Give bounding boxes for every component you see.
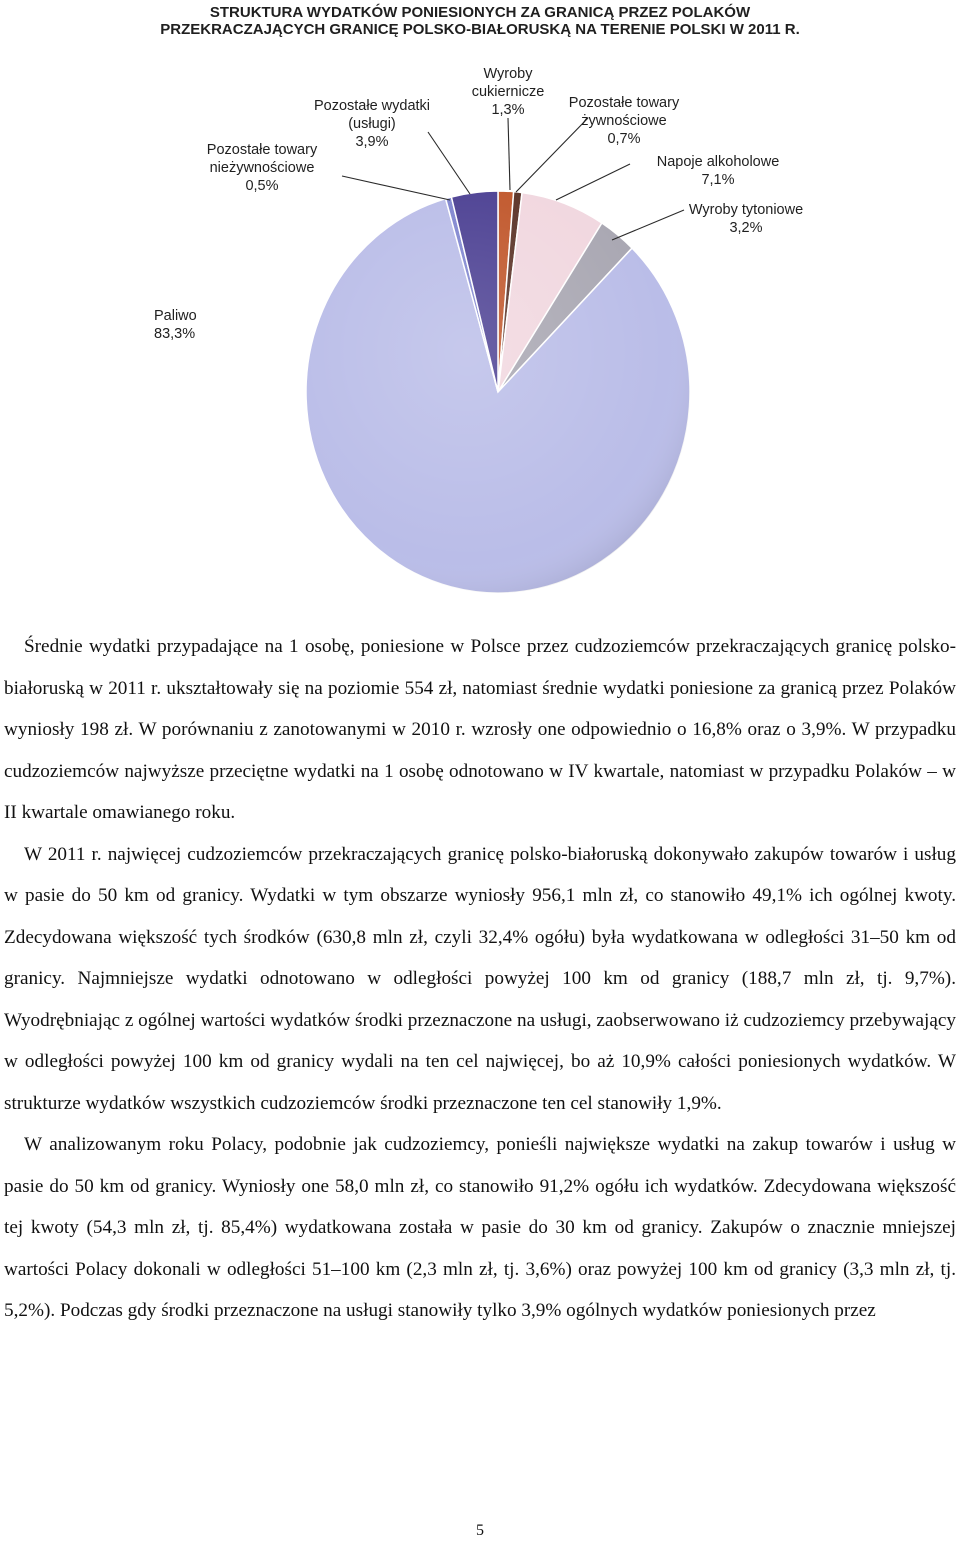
slice-name-label-1: żywnościowe — [581, 113, 667, 129]
slice-value-label-3: 3,2% — [729, 220, 763, 236]
paragraph-2: W 2011 r. najwięcej cudzoziemców przekraczających granicę polsko-białoruską dokonywało zakupów towarów i usług w pasie do 50 km od granicy. Wydatki w tym obszarze wyniosły 956,1 mln zł, co stanowiło 49,1% ich ogólnej kwoty. Zdecydowana większość tych środków (630,8 mln zł, czyli 32,4% ogółu) była wydatkowana w odległości 31–50 km od granicy. Najmniejsze wydatki odnotowano w odległości powyżej 100 km od granicy (188,7 mln zł, tj. 9,7%). Wyodrębniając z ogólnej wartości wydatków środki przeznaczone na usługi, zaobserwowano iż cudzoziemcy przebywający w odległości powyżej 100 km od granicy wydali na ten cel najwięcej, bo aż 10,9% całości poniesionych wydatków. W strukturze wydatków wszystkich cudzoziemców środki przeznaczone ten cel stanowiły 1,9%. — [4, 843, 956, 1114]
slice-value-label-1: 0,7% — [607, 131, 641, 147]
slice-name-label-2: Napoje alkoholowe — [656, 154, 780, 170]
slice-name-label-6: (usługi) — [348, 116, 396, 132]
page-number: 5 — [476, 1522, 484, 1539]
leader-line-5 — [342, 176, 450, 200]
slice-value-label-6: 3,9% — [355, 134, 389, 150]
slice-value-label-5: 0,5% — [245, 178, 279, 194]
body-text — [4, 626, 956, 1332]
slice-name-label-5: Pozostałe towary — [206, 142, 318, 158]
leader-line-2 — [556, 164, 630, 200]
leader-line-6 — [428, 132, 470, 194]
slice-name-label-4: Paliwo — [154, 308, 197, 324]
pie-shading — [306, 191, 690, 593]
slice-name-label-0: Wyroby — [483, 66, 533, 82]
paragraph-3: W analizowanym roku Polacy, podobnie jak cudzoziemcy, ponieśli największe wydatki na zakup towarów i usług w pasie do 50 km od granicy. Wyniosły one 58,0 mln zł, co stanowiło 91,2% ogółu ich wydatków. Zdecydowana większość tej kwoty (54,3 mln zł, tj. 85,4%) wydatkowana została w pasie do 30 km od granicy. Zakupów o znacznie mniejszej wartości Polacy dokonali w odległości 51–100 km (2,3 mln zł, tj. 3,6%) oraz powyżej 100 km od granicy (3,3 mln zł, tj. 5,2%). Podczas gdy środki przeznaczone na usługi stanowiły tylko 3,9% ogólnych wydatków poniesionych przez — [4, 1134, 956, 1321]
slice-name-label-5: nieżywnościowe — [209, 160, 315, 176]
slice-value-label-4: 83,3% — [154, 326, 196, 342]
leader-line-0 — [508, 118, 510, 190]
slice-name-label-1: Pozostałe towary — [568, 95, 680, 111]
pie-chart — [0, 0, 960, 600]
leader-line-3 — [612, 210, 684, 240]
slice-value-label-0: 1,3% — [491, 102, 525, 118]
chart-title-line-1: STRUKTURA WYDATKÓW PONIESIONYCH ZA GRANICĄ PRZEZ POLAKÓW — [209, 4, 751, 21]
paragraph-1: Średnie wydatki przypadające na 1 osobę, poniesione w Polsce przez cudzoziemców przekraczających granicę polsko-białoruską w 2011 r. ukształtowały się na poziomie 554 zł, natomiast średnie wydatki poniesione za granicą przez Polaków wyniosły 198 zł. W porównaniu z zanotowanymi w 2010 r. wzrosły one odpowiednio o 16,8% oraz o 3,9%. W przypadku cudzoziemców najwyższe przeciętne wydatki na 1 osobę odnotowano w IV kwartale, natomiast w przypadku Polaków – w II kwartale omawianego roku. — [4, 636, 956, 823]
slice-name-label-0: cukiernicze — [471, 84, 545, 100]
slice-value-label-2: 7,1% — [701, 172, 735, 188]
chart-title-line-2: PRZEKRACZAJĄCYCH GRANICĘ POLSKO-BIAŁORUSKĄ NA TERENIE POLSKI W 2011 R. — [160, 21, 800, 38]
leader-line-1 — [516, 118, 588, 192]
slice-name-label-6: Pozostałe wydatki — [313, 98, 431, 114]
slice-name-label-3: Wyroby tytoniowe — [688, 202, 804, 218]
